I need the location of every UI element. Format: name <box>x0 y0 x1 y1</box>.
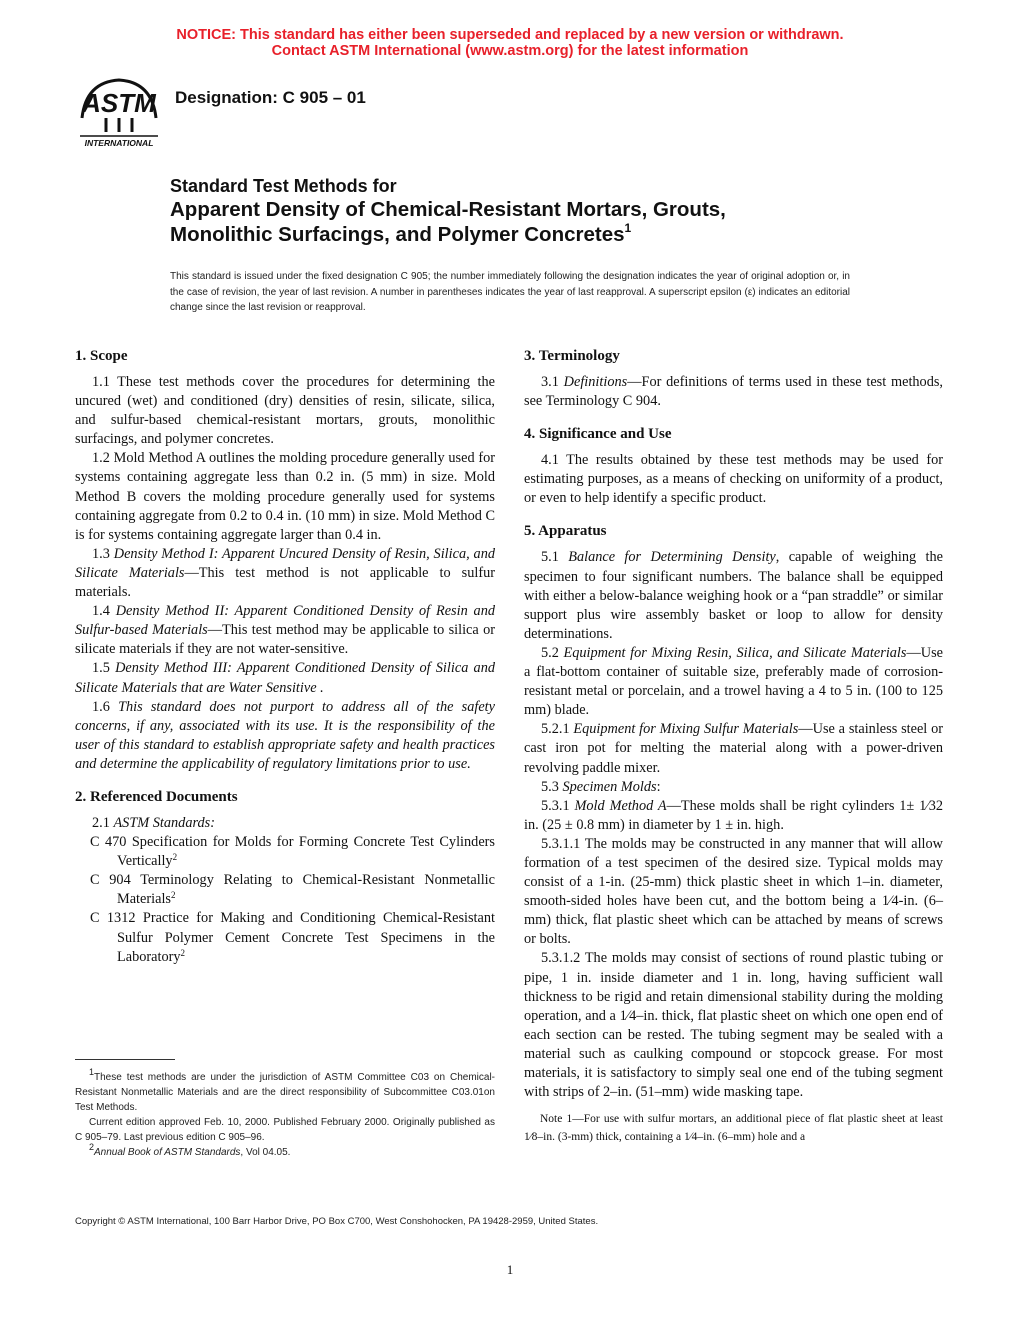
logo-subtext: INTERNATIONAL <box>84 138 154 148</box>
para-5-3-1 <box>524 797 943 835</box>
para-num: 1.3 <box>92 545 110 562</box>
para-text: —Use a flat-bottom container of suitable size, preferably made of corrosion-resistant metal or porcelain, and a trowel having a 4 to 5 in. (100 to 125 mm) blade. <box>524 644 944 719</box>
para-num: 5.2 <box>541 644 559 661</box>
para-num: 3.1 <box>541 374 559 390</box>
para-text: : <box>656 778 661 795</box>
section-apparatus <box>524 520 943 1146</box>
issue-note: This standard is issued under the fixed designation C 905; the number immediately following the designation indicates the year of original adoption or, in the case of revision, the year of last revision. A number in parentheses indicates the year of last reapproval. A superscript epsilon (ε) indicates an editorial change since the last revision or reapproval. <box>170 271 850 313</box>
footnote-1 <box>75 1067 495 1115</box>
footnote-text: These test methods are under the jurisdiction of ASTM Committee C03 on Chemical-Resistant Nonmetallic Materials and are the direct responsibility of Subcommittee C03.01on Test Methods. <box>75 1072 495 1113</box>
footnote-text: , Vol 04.05. <box>240 1147 291 1158</box>
notice-banner <box>0 27 1020 59</box>
note-1: Note 1—For use with sulfur mortars, an additional piece of flat plastic sheet at least 1⁄8–in. (3-mm) thick, containing a 1⁄4–in. (6–mm) hole and a <box>524 1113 943 1144</box>
section-terminology <box>524 345 943 411</box>
title-block <box>170 175 890 247</box>
ref-c904 <box>90 871 495 909</box>
para-text: This standard does not purport to address all of the safety concerns, if any, associated with its use. It is the responsibility of the user of this standard to establish appropriate safety and health practices and determine the applicability of regulatory limitations prior to use. <box>75 698 495 772</box>
para-3-1 <box>524 373 943 411</box>
significance-heading: 4. Significance and Use <box>524 426 672 443</box>
title-line-2-text: Monolithic Surfacings, and Polymer Concretes <box>170 223 625 246</box>
notice-line-2: Contact ASTM International (www.astm.org) for the latest information <box>271 43 749 59</box>
para-1-4 <box>75 602 495 659</box>
copyright: Copyright © ASTM International, 100 Barr Harbor Drive, PO Box C700, West Conshohocken, PA 19428-2959, United States. <box>75 1216 599 1227</box>
notice-line-1: NOTICE: This standard has either been superseded and replaced by a new version or withdrawn. <box>176 27 844 43</box>
footnotes <box>75 1067 495 1160</box>
section-referenced-documents <box>75 786 495 967</box>
para-title: ASTM Standards: <box>113 814 215 831</box>
para-num: 5.3.1 <box>541 797 570 814</box>
para-num: 2.1 <box>92 814 110 831</box>
para-4-1: 4.1 The results obtained by these test methods may be used for estimating purposes, as a means of checking on uniformity of a product, or even to help identify a specific product. <box>524 452 943 507</box>
para-title: Mold Method A <box>574 797 667 814</box>
page-number: 1 <box>506 1262 514 1277</box>
para-num: 1.6 <box>92 698 110 715</box>
para-5-3-1-2: 5.3.1.2 The molds may consist of sections of round plastic tubing or pipe, 1 in. inside diameter and 1 in. long, having sufficient wall thickness to be rigid and retain dimensional stability during the molding operation, and a 1⁄4–in. thick, flat plastic sheet on which one open end of each section can be rested. The tubing segment may be sealed with a material such as caulking compound or stopcock grease. For most materials, it is satisfactory to simply seal one end of the tubing segment with strips of 2–in. (51–mm) wide masking tape. <box>524 950 943 1101</box>
refdocs-heading: 2. Referenced Documents <box>75 788 238 805</box>
ref-footnote-mark: 2 <box>180 947 186 958</box>
right-column <box>524 345 943 1158</box>
para-1-5 <box>75 659 495 697</box>
para-text: , capable of weighing the specimen to four significant numbers. The balance shall be equipped with either a below-balance weighing hook or a “pan straddle” or similar support plus wire assembly basket or loop to allow for density determinations. <box>524 549 943 642</box>
para-title: Density Method I: Apparent Uncured Density of Resin, Silica, and Silicate Materials <box>75 545 495 581</box>
para-1-1: 1.1 These test methods cover the procedures for determining the uncured (wet) and conditioned (dry) densities of resin, silicate, silica, and sulfur-based chemical-resistant mortars, grouts, monolithic surfacings, and polymer concretes. <box>75 374 495 448</box>
ref-c470 <box>90 833 495 871</box>
title-line-2 <box>170 222 890 247</box>
para-1-6 <box>75 698 495 774</box>
apparatus-heading: 5. Apparatus <box>524 523 607 540</box>
scope-heading: 1. Scope <box>75 348 128 364</box>
ref-text: C 470 Specification for Molds for Forming Concrete Test Cylinders Vertically <box>90 834 495 870</box>
designation: Designation: C 905 – 01 <box>175 88 366 107</box>
ref-footnote-mark: 2 <box>172 852 178 863</box>
left-column <box>75 345 495 979</box>
para-5-3 <box>524 778 943 797</box>
astm-logo <box>76 74 162 150</box>
terminology-heading: 3. Terminology <box>524 348 620 364</box>
ref-text: C 1312 Practice for Making and Conditioning Chemical-Resistant Sulfur Polymer Cement Concrete Test Specimens in the Laboratory <box>90 910 495 965</box>
para-num: 5.3 <box>541 778 559 795</box>
para-title: Balance for Determining Density <box>568 549 776 566</box>
ref-c1312 <box>90 909 495 966</box>
para-title: Definitions <box>563 374 628 390</box>
para-text: —Use a stainless steel or cast iron pot for melting the material along with a power-driven revolving paddle mixer. <box>524 721 944 776</box>
para-title: Equipment for Mixing Resin, Silica, and Silicate Materials <box>563 644 907 661</box>
footnote-1b: Current edition approved Feb. 10, 2000. Published February 2000. Originally published as C 905–79. Last previous edition C 905–96. <box>75 1117 495 1143</box>
footnote-mark: 2 <box>89 1142 95 1152</box>
ref-footnote-mark: 2 <box>171 890 176 901</box>
para-num: 5.1 <box>541 549 559 566</box>
para-5-1 <box>524 548 943 643</box>
title-pre: Standard Test Methods for <box>170 176 397 196</box>
title-footnote-mark: 1 <box>624 221 632 235</box>
para-num: 1.5 <box>92 660 110 677</box>
para-text: —This test method may be applicable to silica or silicate materials if they are not water-sensitive. <box>75 622 496 658</box>
footnote-title: Annual Book of ASTM Standards <box>94 1147 241 1158</box>
para-text: —For definitions of terms used in these test methods, see Terminology C 904. <box>524 374 943 410</box>
para-5-2-1 <box>524 720 943 777</box>
footnote-mark: 1 <box>89 1067 95 1077</box>
para-1-2: 1.2 Mold Method A outlines the molding procedure generally used for systems containing aggregate less than 0.2 in. (5 mm) in size. Mold Method B covers the molding procedure generally used for systems containing aggregate from 0.2 to 0.4 in. (10 mm) in size. Mold Method C is for systems containing aggregate larger than 0.4 in. <box>75 450 495 543</box>
para-num: 1.4 <box>92 603 110 620</box>
para-text: —These molds shall be right cylinders 1± 1⁄32 in. (25 ± 0.8 mm) in diameter by 1 ± in. high. <box>524 797 944 833</box>
para-1-3 <box>75 545 495 602</box>
para-2-1 <box>75 814 495 833</box>
footnote-2 <box>75 1142 495 1160</box>
para-title: Density Method III: Apparent Conditioned Density of Silica and Silicate Materials that are Water Sensitive . <box>75 660 495 696</box>
section-significance <box>524 423 943 508</box>
para-5-3-1-1: 5.3.1.1 The molds may be constructed in any manner that will allow formation of a test specimen of the desired size. Typical molds may consist of a 1-in. (25-mm) thick plastic sheet in which 1–in. diameter, smooth-sided holes have been cut, and the bottom being a 1⁄4-in. (6–mm) thick, flat plastic sheet which can be attached by means of screws or bolts. <box>524 835 943 948</box>
logo-text: ASTM <box>82 88 156 118</box>
section-scope <box>75 345 495 774</box>
para-title: Specimen Molds <box>562 778 657 795</box>
para-5-2 <box>524 644 943 720</box>
para-num: 5.2.1 <box>541 721 570 738</box>
ref-text: C 904 Terminology Relating to Chemical-Resistant Nonmetallic Materials <box>90 872 495 908</box>
para-title: Density Method II: Apparent Conditioned Density of Resin and Sulfur-based Materials <box>75 603 495 639</box>
para-text: —This test method is not applicable to sulfur materials. <box>75 564 496 601</box>
footnote-divider <box>75 1059 175 1060</box>
title-line-1: Apparent Density of Chemical-Resistant Mortars, Grouts, <box>170 198 726 221</box>
para-title: Equipment for Mixing Sulfur Materials <box>573 721 799 738</box>
